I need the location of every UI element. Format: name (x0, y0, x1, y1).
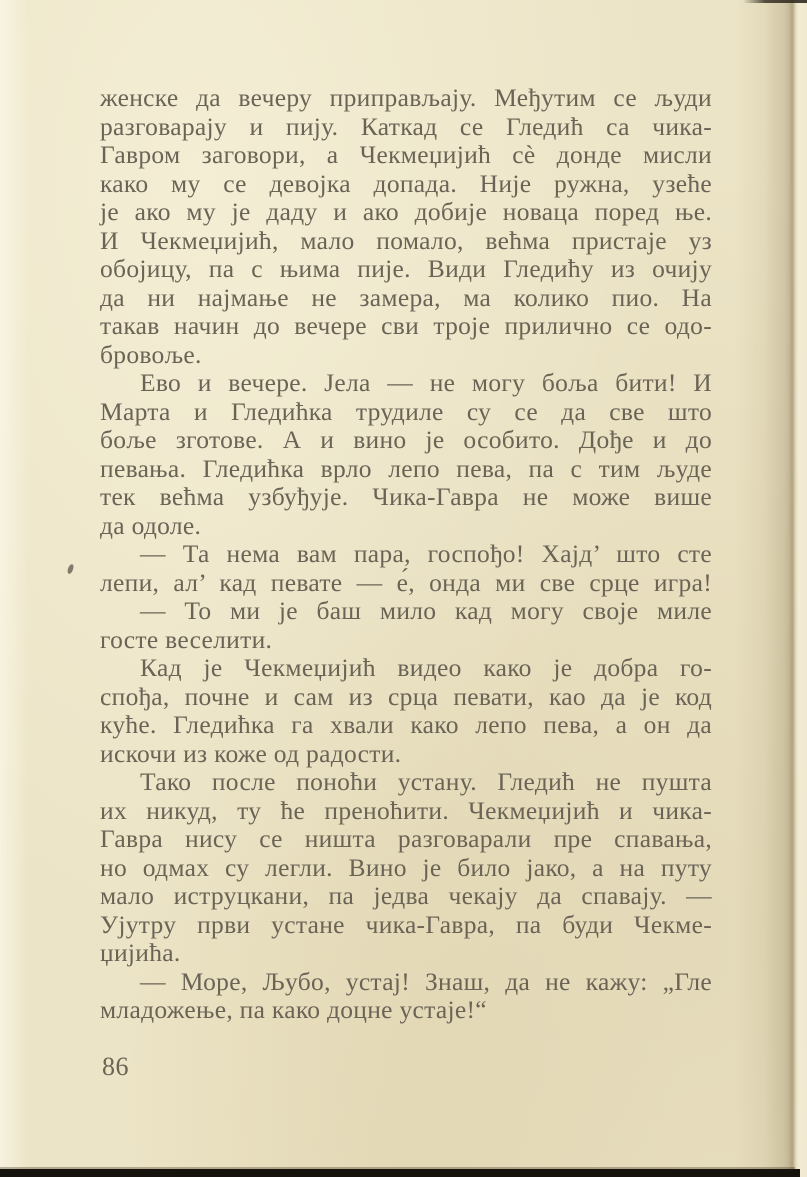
text-line: боље зготове. А и вино је особито. Дође и до (100, 425, 712, 454)
paragraph (100, 597, 712, 654)
right-page-edge-shadow (735, 0, 807, 1177)
text-line: Марта и Гледићка трудиле су се да све што (100, 396, 712, 426)
paragraph (100, 84, 712, 369)
text-line: лепи, ал’ кад певате — е́, онда ми све срце игра! (100, 567, 712, 597)
text-line: — То ми је баш мило кад могу своје миле (140, 596, 712, 625)
text-line: обојицу, па с њима пије. Види Гледићу из очију (100, 254, 712, 283)
text-line: спођа, почне и сам из срца певати, као да је код (100, 681, 712, 711)
text-line: — Море, Љубо, устај! Знаш, да не кажу: „Гле (140, 966, 712, 996)
text-line: како му се девојка допада. Није ружна, узеће (100, 168, 712, 198)
text-line: такав начин до вечере сви троје прилично се одо- (100, 311, 712, 340)
left-edge-highlight (0, 0, 30, 1177)
text-line: их никуд, ту ће преноћити. Чекмеџијић и чика- (100, 795, 712, 825)
text-line: но одмах су легли. Вино је било јако, а на путу (100, 852, 712, 882)
bottom-scan-border (0, 1169, 800, 1177)
text-line: Гавром заговори, а Чекмеџијић сѐ донде мисли (100, 140, 712, 169)
paragraph (100, 540, 712, 597)
text-line: да одоле. (100, 510, 202, 540)
text-line: Ујутру први устане чика-Гавра, па буди Чекме- (100, 909, 712, 939)
text-line: Ево и вечере. Јела — не могу боља бити! И (140, 368, 712, 397)
ink-speck (67, 564, 75, 575)
text-line: бровоље. (100, 339, 202, 369)
paragraph (100, 968, 712, 1025)
text-line: да ни најмање не замера, ма колико пио. На (100, 282, 712, 312)
text-line: је ако му је даду и ако добије новаца поред ње. (100, 197, 712, 226)
page-number: 86 (102, 1052, 129, 1081)
paragraph (100, 369, 712, 540)
text-line: куће. Гледићка га хвали како лепо пева, а он да (100, 710, 712, 739)
text-block (100, 84, 712, 1025)
paragraph (100, 654, 712, 768)
text-line: Кад је Чекмеџијић видео како је добра го- (140, 653, 712, 682)
text-line: госте веселити. (100, 624, 273, 654)
text-line: тек већма узбуђује. Чика-Гавра не може више (100, 482, 712, 511)
text-line: разговарају и пију. Каткад се Гледић са чика- (100, 111, 712, 141)
text-line: искочи из коже од радости. (100, 738, 402, 768)
text-line: — Та нема вам пара, госпођо! Хајд’ што сте (140, 539, 712, 568)
top-edge-scan-line (743, 0, 807, 3)
text-line: Тако после поноћи устану. Гледић не пушта (140, 767, 712, 796)
text-line: мало иструцкани, па једва чекају да спавају. — (100, 881, 712, 910)
text-line: младожење, па како доцне устаје!“ (100, 995, 487, 1024)
text-line: певања. Гледићка врло лепо пева, па с тим људе (100, 453, 712, 483)
text-line: Гавра нису се ништа разговарали пре спавања, (100, 824, 712, 853)
text-line: џијића. (100, 938, 181, 967)
text-line: женске да вечеру приправљају. Међутим се људи (100, 83, 712, 112)
text-line: И Чекмеџијић, мало помало, већма пристаје уз (100, 225, 712, 255)
paragraph (100, 768, 712, 968)
page-crease-line (791, 0, 794, 1177)
